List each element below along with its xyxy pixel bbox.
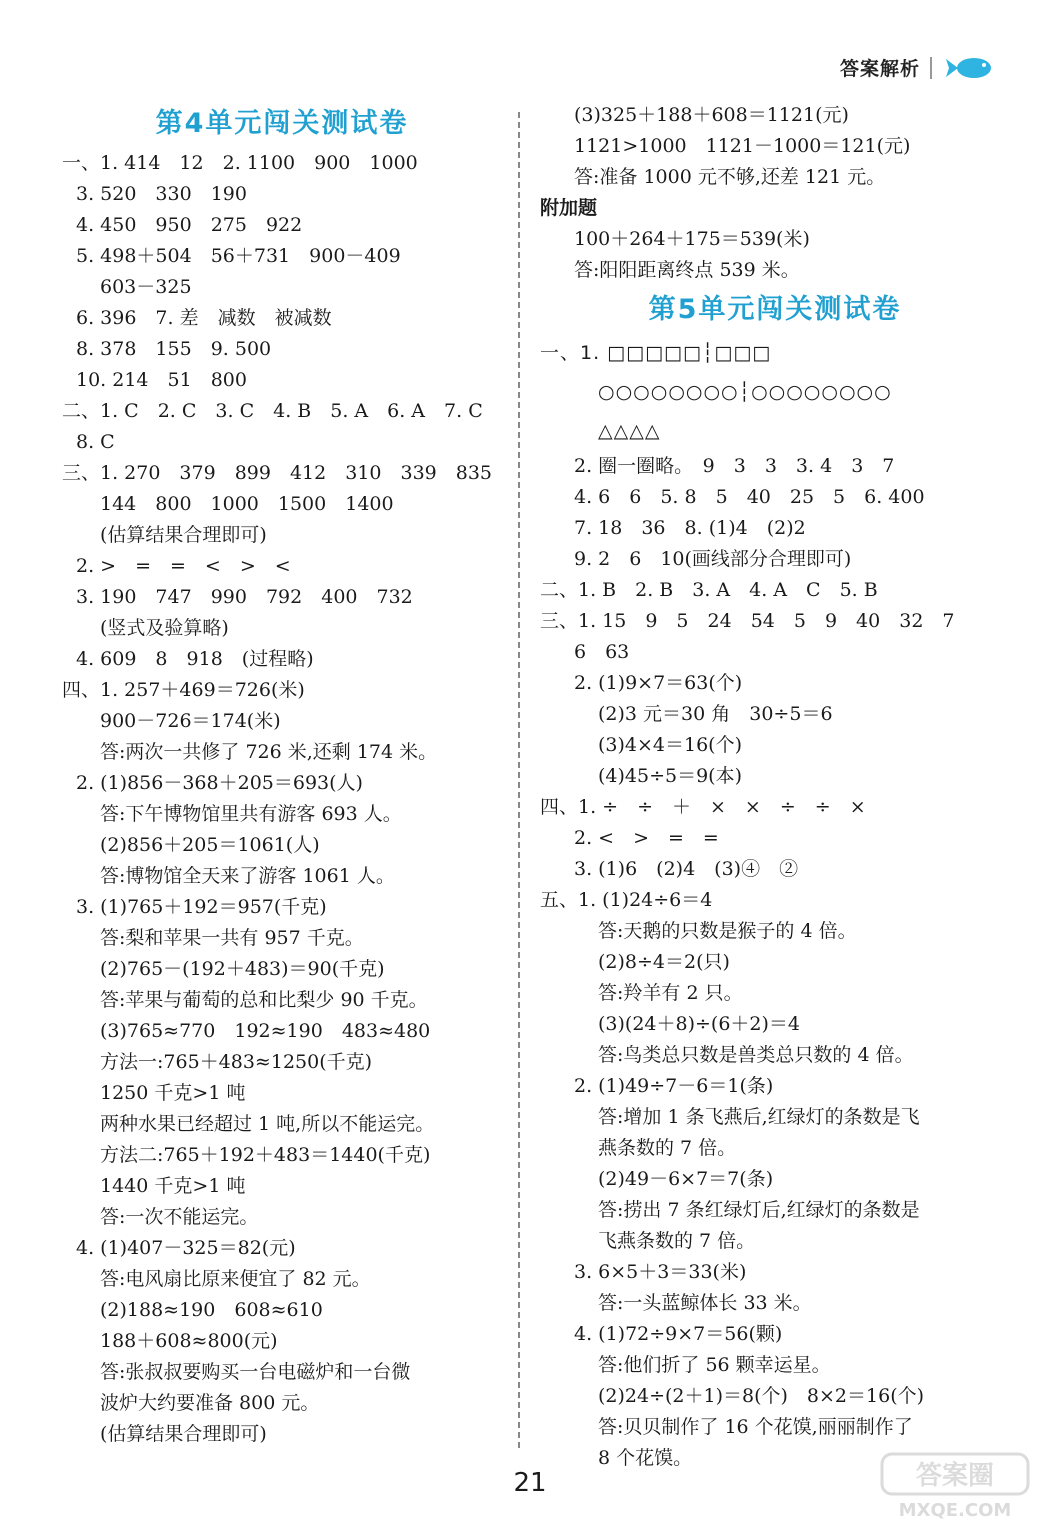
- answer-line: (估算结果合理即可): [100, 1423, 267, 1445]
- page-header: [840, 54, 994, 81]
- watermark-line1: 答案圈: [915, 1461, 995, 1491]
- answer-line: (2)188≈190 608≈610: [100, 1299, 323, 1321]
- answer-line: 答:鸟类总只数是兽类总只数的 4 倍。: [598, 1044, 914, 1066]
- header-title: 答案解析: [839, 58, 920, 80]
- answer-line: 四、1. ÷ ÷ ＋ × × ÷ ÷ ×: [540, 796, 866, 818]
- unit4-title: 第4单元闯关测试卷: [155, 108, 409, 139]
- answer-line: 一、1. □□□□□┆□□□: [540, 342, 772, 364]
- answer-line: 附加题: [540, 197, 598, 219]
- answer-line: 8 个花馍。: [598, 1447, 693, 1469]
- answer-line: 3. 6×5＋3＝33(米): [574, 1261, 747, 1283]
- answer-line: (2)3 元＝30 角 30÷5＝6: [598, 703, 833, 725]
- answer-line: 8. C: [76, 431, 115, 453]
- left-column: [62, 100, 502, 1450]
- answer-line: 6. 396 7. 差 减数 被减数: [76, 307, 332, 329]
- column-divider: [518, 112, 520, 1448]
- answer-line: 一、1. 414 12 2. 1100 900 1000: [62, 152, 418, 174]
- answer-line: 4. 450 950 275 922: [76, 214, 303, 236]
- watermark-line2: MXQE.COM: [898, 1500, 1012, 1521]
- answer-line: 2. (1)49÷7－6＝1(条): [574, 1075, 774, 1097]
- answer-line: ○○○○○○○○┆○○○○○○○○: [598, 381, 892, 403]
- answer-line: (2)8÷4＝2(只): [598, 951, 730, 973]
- answer-line: 燕条数的 7 倍。: [598, 1137, 737, 1159]
- header-divider: [930, 57, 932, 79]
- answer-line: 603－325: [100, 276, 192, 298]
- answer-line: (3)765≈770 192≈190 483≈480: [100, 1020, 431, 1042]
- answer-line: 飞燕条数的 7 倍。: [598, 1230, 756, 1252]
- unit4-answers-continued: [540, 100, 1010, 286]
- unit5-title: 第5单元闯关测试卷: [648, 294, 902, 325]
- answer-line: 答:电风扇比原来便宜了 82 元。: [100, 1268, 371, 1290]
- answer-line: 答:准备 1000 元不够,还差 121 元。: [574, 166, 886, 188]
- answer-line: 答:阳阳距离终点 539 米。: [574, 259, 800, 281]
- answer-line: 6 63: [574, 641, 630, 663]
- answer-line: 900－726＝174(米): [100, 710, 281, 732]
- answer-line: 答:贝贝制作了 16 个花馍,丽丽制作了: [598, 1416, 913, 1438]
- answer-line: 方法一:765＋483≈1250(千克): [100, 1051, 373, 1073]
- answer-line: 答:他们折了 56 颗幸运星。: [598, 1354, 831, 1376]
- answer-line: 1440 千克>1 吨: [100, 1175, 246, 1197]
- answer-line: 3. (1)6 (2)4 (3)④ ②: [574, 858, 799, 880]
- answer-line: 3. (1)765＋192＝957(千克): [76, 896, 327, 918]
- answer-line: 4. 6 6 5. 8 5 40 25 5 6. 400: [574, 486, 925, 508]
- answer-line: 答:羚羊有 2 只。: [598, 982, 743, 1004]
- answer-line: 2. (1)9×7＝63(个): [574, 672, 743, 694]
- answer-line: 答:梨和苹果一共有 957 千克。: [100, 927, 364, 949]
- right-column: [540, 100, 1010, 1474]
- answer-line: 答:张叔叔要购买一台电磁炉和一台微: [100, 1361, 411, 1383]
- answer-line: 4. (1)407－325＝82(元): [76, 1237, 296, 1259]
- answer-line: 1250 千克>1 吨: [100, 1082, 246, 1104]
- answer-line: (2)765－(192＋483)＝90(千克): [100, 958, 385, 980]
- answer-line: 2. (1)856－368＋205＝693(人): [76, 772, 363, 794]
- answer-line: 答:下午博物馆里共有游客 693 人。: [100, 803, 402, 825]
- answer-line: 两种水果已经超过 1 吨,所以不能运完。: [100, 1113, 435, 1135]
- answer-line: 144 800 1000 1500 1400: [100, 493, 394, 515]
- answer-line: 10. 214 51 800: [76, 369, 247, 391]
- answer-line: (2)856＋205＝1061(人): [100, 834, 320, 856]
- answer-line: 三、1. 270 379 899 412 310 339 835: [62, 462, 493, 484]
- answer-line: 2. 圈一圈略。 9 3 3 3. 4 3 7: [574, 455, 895, 477]
- answer-line: 8. 378 155 9. 500: [76, 338, 272, 360]
- answer-line: 答:捞出 7 条红绿灯后,红绿灯的条数是: [598, 1199, 920, 1221]
- answer-line: 答:一头蓝鲸体长 33 米。: [598, 1292, 812, 1314]
- answer-line: 二、1. B 2. B 3. A 4. A C 5. B: [540, 579, 878, 601]
- answer-line: (估算结果合理即可): [100, 524, 267, 546]
- watermark-logo: [880, 1452, 1030, 1522]
- answer-line: 答:博物馆全天来了游客 1061 人。: [100, 865, 395, 887]
- answer-line: 五、1. (1)24÷6＝4: [540, 889, 713, 911]
- answer-line: (2)24÷(2＋1)＝8(个) 8×2＝16(个): [598, 1385, 925, 1407]
- answer-line: 3. 520 330 190: [76, 183, 247, 205]
- answer-line: 9. 2 6 10(画线部分合理即可): [574, 548, 852, 570]
- answer-line: (3)4×4＝16(个): [598, 734, 743, 756]
- answer-line: (3)(24＋8)÷(6＋2)＝4: [598, 1013, 801, 1035]
- answer-line: (3)325＋188＋608＝1121(元): [574, 104, 849, 126]
- answer-line: 4. (1)72÷9×7＝56(颗): [574, 1323, 783, 1345]
- answer-line: 100＋264＋175＝539(米): [574, 228, 810, 250]
- answer-line: 1121>1000 1121－1000＝121(元): [574, 135, 911, 157]
- answer-line: (竖式及验算略): [100, 617, 229, 639]
- unit4-answers: [62, 148, 502, 1450]
- answer-line: 188＋608≈800(元): [100, 1330, 278, 1352]
- answer-line: △△△△: [598, 420, 661, 442]
- fish-logo-icon: [942, 55, 994, 81]
- answer-line: (4)45÷5＝9(本): [598, 765, 743, 787]
- answer-line: 5. 498＋504 56＋731 900－409: [76, 245, 401, 267]
- answer-line: 三、1. 15 9 5 24 54 5 9 40 32 7: [540, 610, 955, 632]
- page-number: 21: [513, 1468, 547, 1498]
- answer-line: 波炉大约要准备 800 元。: [100, 1392, 320, 1414]
- unit5-answers: [540, 451, 1010, 1474]
- answer-line: 答:一次不能运完。: [100, 1206, 259, 1228]
- answer-line: 四、1. 257＋469＝726(米): [62, 679, 305, 701]
- answer-line: 4. 609 8 918 (过程略): [76, 648, 314, 670]
- answer-line: 答:两次一共修了 726 米,还剩 174 米。: [100, 741, 438, 763]
- answer-line: 2. < > = =: [574, 827, 719, 849]
- answer-line: 3. 190 747 990 792 400 732: [76, 586, 413, 608]
- answer-line: (2)49－6×7＝7(条): [598, 1168, 774, 1190]
- answer-line: 2. > = = < > <: [76, 555, 291, 577]
- answer-line: 答:苹果与葡萄的总和比梨少 90 千克。: [100, 989, 428, 1011]
- answer-line: 答:增加 1 条飞燕后,红绿灯的条数是飞: [598, 1106, 920, 1128]
- answer-line: 7. 18 36 8. (1)4 (2)2: [574, 517, 806, 539]
- answer-line: 二、1. C 2. C 3. C 4. B 5. A 6. A 7. C: [62, 400, 483, 422]
- answer-line: 方法二:765＋192＋483＝1440(千克): [100, 1144, 431, 1166]
- answer-line: 答:天鹅的只数是猴子的 4 倍。: [598, 920, 857, 942]
- unit5-shape-answers: [540, 334, 1010, 451]
